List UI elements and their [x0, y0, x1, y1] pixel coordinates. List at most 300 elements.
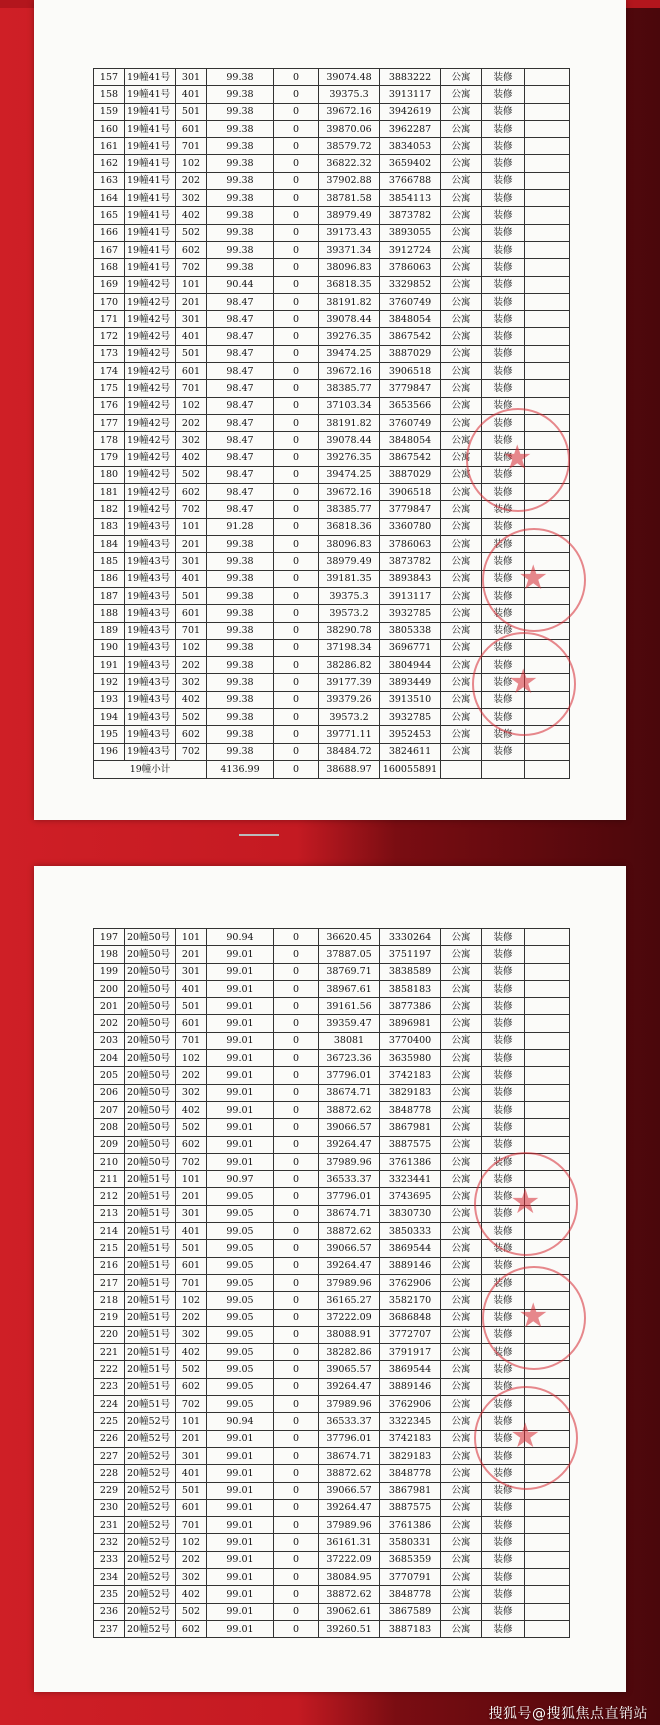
area-cell: 99.01 — [207, 1482, 274, 1499]
zero-cell: 0 — [274, 363, 319, 380]
building-cell: 20幢52号 — [125, 1620, 176, 1637]
zero-cell: 0 — [274, 587, 319, 604]
row-number-cell: 226 — [94, 1430, 125, 1447]
decoration-cell: 装修 — [482, 311, 525, 328]
row-number-cell: 217 — [94, 1274, 125, 1291]
zero-cell: 0 — [274, 466, 319, 483]
building-cell: 19幢43号 — [125, 743, 176, 760]
total-price-cell: 3829183 — [380, 1447, 441, 1464]
total-price-cell: 3889146 — [380, 1378, 441, 1395]
decoration-cell: 装修 — [482, 553, 525, 570]
decoration-cell: 装修 — [482, 276, 525, 293]
area-cell: 99.38 — [207, 657, 274, 674]
building-cell: 19幢42号 — [125, 466, 176, 483]
room-cell: 502 — [176, 466, 207, 483]
unit-price-cell: 39870.06 — [319, 120, 380, 137]
room-cell: 101 — [176, 929, 207, 946]
type-cell: 公寓 — [441, 605, 482, 622]
area-cell: 99.38 — [207, 103, 274, 120]
building-cell: 20幢51号 — [125, 1378, 176, 1395]
zero-cell: 0 — [274, 1568, 319, 1585]
building-cell: 19幢41号 — [125, 207, 176, 224]
unit-price-cell: 36533.37 — [319, 1413, 380, 1430]
type-cell: 公寓 — [441, 1136, 482, 1153]
total-price-cell: 3889146 — [380, 1257, 441, 1274]
area-cell: 99.05 — [207, 1344, 274, 1361]
decoration-cell: 装修 — [482, 380, 525, 397]
total-price-cell: 3887029 — [380, 345, 441, 362]
unit-price-cell: 37989.96 — [319, 1153, 380, 1170]
room-cell: 502 — [176, 224, 207, 241]
decoration-cell: 装修 — [482, 172, 525, 189]
row-number-cell: 202 — [94, 1015, 125, 1032]
type-cell: 公寓 — [441, 241, 482, 258]
unit-price-cell: 39672.16 — [319, 363, 380, 380]
decoration-cell: 装修 — [482, 103, 525, 120]
type-cell: 公寓 — [441, 1084, 482, 1101]
zero-cell: 0 — [274, 311, 319, 328]
total-price-cell: 3913510 — [380, 691, 441, 708]
building-cell: 19幢41号 — [125, 103, 176, 120]
zero-cell: 0 — [274, 570, 319, 587]
type-cell: 公寓 — [441, 1274, 482, 1291]
unit-price-cell: 37902.88 — [319, 172, 380, 189]
room-cell: 602 — [176, 1378, 207, 1395]
room-cell: 201 — [176, 1430, 207, 1447]
building-cell: 20幢51号 — [125, 1344, 176, 1361]
row-number-cell: 204 — [94, 1050, 125, 1067]
row-number-cell: 219 — [94, 1309, 125, 1326]
total-price-cell: 3883222 — [380, 69, 441, 86]
zero-cell: 0 — [274, 518, 319, 535]
row-number-cell: 162 — [94, 155, 125, 172]
unit-price-cell: 38967.61 — [319, 980, 380, 997]
extra-cell — [525, 1084, 570, 1101]
unit-price-cell: 36620.45 — [319, 929, 380, 946]
table-row — [94, 241, 570, 258]
area-cell: 99.05 — [207, 1309, 274, 1326]
total-price-cell: 3330264 — [380, 929, 441, 946]
total-price-cell: 3893055 — [380, 224, 441, 241]
type-cell: 公寓 — [441, 1205, 482, 1222]
extra-cell — [525, 363, 570, 380]
total-price-cell: 3893449 — [380, 674, 441, 691]
room-cell: 602 — [176, 726, 207, 743]
unit-price-cell: 37989.96 — [319, 1517, 380, 1534]
row-number-cell: 177 — [94, 414, 125, 431]
decoration-cell: 装修 — [482, 1534, 525, 1551]
room-cell: 401 — [176, 1223, 207, 1240]
area-cell: 99.05 — [207, 1223, 274, 1240]
type-cell: 公寓 — [441, 1568, 482, 1585]
extra-cell — [525, 103, 570, 120]
room-cell: 702 — [176, 501, 207, 518]
total-price-cell: 3762906 — [380, 1396, 441, 1413]
building-cell: 19幢41号 — [125, 241, 176, 258]
row-number-cell: 183 — [94, 518, 125, 535]
zero-cell: 0 — [274, 1188, 319, 1205]
building-cell: 20幢52号 — [125, 1534, 176, 1551]
total-price-cell: 3582170 — [380, 1292, 441, 1309]
row-number-cell: 160 — [94, 120, 125, 137]
type-cell: 公寓 — [441, 1603, 482, 1620]
total-price-cell: 3867981 — [380, 1119, 441, 1136]
total-price-cell: 3762906 — [380, 1274, 441, 1291]
building-cell: 20幢51号 — [125, 1292, 176, 1309]
area-cell: 99.01 — [207, 946, 274, 963]
total-price-cell: 3323441 — [380, 1171, 441, 1188]
building-cell: 20幢52号 — [125, 1603, 176, 1620]
unit-price-cell: 36533.37 — [319, 1171, 380, 1188]
zero-cell: 0 — [274, 1050, 319, 1067]
decoration-cell: 装修 — [482, 120, 525, 137]
decoration-cell: 装修 — [482, 1188, 525, 1205]
row-number-cell: 171 — [94, 311, 125, 328]
building-cell: 19幢42号 — [125, 276, 176, 293]
unit-price-cell: 38781.58 — [319, 190, 380, 207]
extra-cell — [525, 1119, 570, 1136]
zero-cell: 0 — [274, 1067, 319, 1084]
row-number-cell: 223 — [94, 1378, 125, 1395]
area-cell: 98.47 — [207, 293, 274, 310]
extra-cell — [525, 963, 570, 980]
building-cell: 19幢41号 — [125, 120, 176, 137]
unit-price-cell: 37796.01 — [319, 1430, 380, 1447]
decoration-cell: 装修 — [482, 998, 525, 1015]
row-number-cell: 178 — [94, 432, 125, 449]
total-price-cell: 3805338 — [380, 622, 441, 639]
extra-cell — [525, 311, 570, 328]
building-cell: 20幢51号 — [125, 1223, 176, 1240]
type-cell: 公寓 — [441, 207, 482, 224]
type-cell: 公寓 — [441, 449, 482, 466]
row-number-cell: 176 — [94, 397, 125, 414]
table-row — [94, 1032, 570, 1049]
decoration-cell: 装修 — [482, 328, 525, 345]
decoration-cell: 装修 — [482, 1361, 525, 1378]
table-row — [94, 155, 570, 172]
area-cell: 99.38 — [207, 138, 274, 155]
unit-price-cell: 39371.34 — [319, 241, 380, 258]
row-number-cell: 230 — [94, 1499, 125, 1516]
room-cell: 401 — [176, 86, 207, 103]
area-cell: 98.47 — [207, 414, 274, 431]
row-number-cell: 166 — [94, 224, 125, 241]
unit-price-cell: 38872.62 — [319, 1465, 380, 1482]
building-cell: 20幢52号 — [125, 1482, 176, 1499]
room-cell: 102 — [176, 397, 207, 414]
room-cell: 602 — [176, 1136, 207, 1153]
decoration-cell: 装修 — [482, 449, 525, 466]
zero-cell: 0 — [274, 998, 319, 1015]
decoration-cell: 装修 — [482, 1067, 525, 1084]
decoration-cell: 装修 — [482, 518, 525, 535]
decoration-cell: 装修 — [482, 466, 525, 483]
decoration-cell: 装修 — [482, 1568, 525, 1585]
area-cell: 98.47 — [207, 311, 274, 328]
decoration-cell: 装修 — [482, 484, 525, 501]
row-number-cell: 227 — [94, 1447, 125, 1464]
zero-cell: 0 — [274, 380, 319, 397]
total-price-cell: 3913117 — [380, 86, 441, 103]
decoration-cell: 装修 — [482, 1396, 525, 1413]
table-row — [94, 1015, 570, 1032]
total-price-cell: 3867542 — [380, 449, 441, 466]
building-cell: 20幢50号 — [125, 1050, 176, 1067]
type-cell: 公寓 — [441, 1309, 482, 1326]
area-cell: 99.05 — [207, 1205, 274, 1222]
type-cell: 公寓 — [441, 1482, 482, 1499]
building-cell: 20幢51号 — [125, 1205, 176, 1222]
unit-price-cell: 39264.47 — [319, 1378, 380, 1395]
decoration-cell: 装修 — [482, 1378, 525, 1395]
unit-price-cell: 39573.2 — [319, 708, 380, 725]
extra-cell — [525, 998, 570, 1015]
row-number-cell: 168 — [94, 259, 125, 276]
room-cell: 602 — [176, 1620, 207, 1637]
type-cell: 公寓 — [441, 1413, 482, 1430]
unit-price-cell: 39066.57 — [319, 1240, 380, 1257]
building-cell: 20幢50号 — [125, 1136, 176, 1153]
subtotal-label: 19幢小计 — [94, 760, 207, 778]
zero-cell: 0 — [274, 224, 319, 241]
row-number-cell: 175 — [94, 380, 125, 397]
area-cell: 99.38 — [207, 224, 274, 241]
row-number-cell: 225 — [94, 1413, 125, 1430]
table-row — [94, 1551, 570, 1568]
row-number-cell: 192 — [94, 674, 125, 691]
row-number-cell: 212 — [94, 1188, 125, 1205]
zero-cell: 0 — [274, 120, 319, 137]
room-cell: 402 — [176, 449, 207, 466]
building-cell: 20幢51号 — [125, 1188, 176, 1205]
zero-cell: 0 — [274, 1101, 319, 1118]
row-number-cell: 186 — [94, 570, 125, 587]
row-number-cell: 159 — [94, 103, 125, 120]
zero-cell: 0 — [274, 1309, 319, 1326]
building-cell: 20幢50号 — [125, 998, 176, 1015]
decoration-cell: 装修 — [482, 1257, 525, 1274]
type-cell: 公寓 — [441, 276, 482, 293]
total-price-cell: 3779847 — [380, 380, 441, 397]
extra-cell — [525, 138, 570, 155]
area-cell: 99.01 — [207, 1551, 274, 1568]
building-cell: 19幢41号 — [125, 86, 176, 103]
area-cell: 99.38 — [207, 86, 274, 103]
total-price-cell: 3830730 — [380, 1205, 441, 1222]
area-cell: 99.38 — [207, 674, 274, 691]
area-cell: 98.47 — [207, 328, 274, 345]
room-cell: 702 — [176, 1153, 207, 1170]
type-cell: 公寓 — [441, 743, 482, 760]
type-cell: 公寓 — [441, 1015, 482, 1032]
room-cell: 101 — [176, 276, 207, 293]
total-price-cell: 3834053 — [380, 138, 441, 155]
type-cell: 公寓 — [441, 1292, 482, 1309]
zero-cell: 0 — [274, 946, 319, 963]
decoration-cell: 装修 — [482, 726, 525, 743]
zero-cell: 0 — [274, 605, 319, 622]
total-price-cell: 3743695 — [380, 1188, 441, 1205]
total-price-cell: 3913117 — [380, 587, 441, 604]
building-cell: 19幢42号 — [125, 397, 176, 414]
total-price-cell: 3761386 — [380, 1517, 441, 1534]
room-cell: 601 — [176, 605, 207, 622]
watermark-text: 搜狐号@搜狐焦点直销站 — [488, 1706, 648, 1722]
row-number-cell: 188 — [94, 605, 125, 622]
room-cell: 302 — [176, 1568, 207, 1585]
row-number-cell: 198 — [94, 946, 125, 963]
type-cell: 公寓 — [441, 1378, 482, 1395]
type-cell: 公寓 — [441, 536, 482, 553]
building-cell: 19幢42号 — [125, 501, 176, 518]
type-cell: 公寓 — [441, 1171, 482, 1188]
table-row — [94, 1586, 570, 1603]
room-cell: 301 — [176, 69, 207, 86]
row-number-cell: 201 — [94, 998, 125, 1015]
decoration-cell: 装修 — [482, 1084, 525, 1101]
table-row — [94, 172, 570, 189]
total-price-cell: 3887183 — [380, 1620, 441, 1637]
total-price-cell: 3887029 — [380, 466, 441, 483]
table-row — [94, 1050, 570, 1067]
room-cell: 602 — [176, 484, 207, 501]
decoration-cell: 装修 — [482, 639, 525, 656]
unit-price-cell: 39379.26 — [319, 691, 380, 708]
zero-cell: 0 — [274, 86, 319, 103]
unit-price-cell: 39375.3 — [319, 86, 380, 103]
decoration-cell: 装修 — [482, 980, 525, 997]
row-number-cell: 181 — [94, 484, 125, 501]
row-number-cell: 167 — [94, 241, 125, 258]
row-number-cell: 158 — [94, 86, 125, 103]
total-price-cell: 3804944 — [380, 657, 441, 674]
area-cell: 99.01 — [207, 1568, 274, 1585]
unit-price-cell: 38088.91 — [319, 1326, 380, 1343]
room-cell: 102 — [176, 1292, 207, 1309]
extra-cell — [525, 1015, 570, 1032]
area-cell: 98.47 — [207, 380, 274, 397]
row-number-cell: 206 — [94, 1084, 125, 1101]
type-cell: 公寓 — [441, 1257, 482, 1274]
unit-price-cell: 37222.09 — [319, 1551, 380, 1568]
building-cell: 20幢50号 — [125, 980, 176, 997]
type-cell: 公寓 — [441, 1240, 482, 1257]
area-cell: 90.97 — [207, 1171, 274, 1188]
decoration-cell: 装修 — [482, 138, 525, 155]
table-row — [94, 138, 570, 155]
zero-cell: 0 — [274, 1153, 319, 1170]
zero-cell: 0 — [274, 484, 319, 501]
zero-cell: 0 — [274, 1119, 319, 1136]
area-cell: 99.38 — [207, 622, 274, 639]
row-number-cell: 197 — [94, 929, 125, 946]
type-cell: 公寓 — [441, 1586, 482, 1603]
table-row — [94, 69, 570, 86]
table-row — [94, 1482, 570, 1499]
extra-cell — [525, 1517, 570, 1534]
room-cell: 701 — [176, 380, 207, 397]
unit-price-cell: 38290.78 — [319, 622, 380, 639]
row-number-cell: 236 — [94, 1603, 125, 1620]
building-cell: 19幢42号 — [125, 311, 176, 328]
area-cell: 99.01 — [207, 1153, 274, 1170]
area-cell: 99.38 — [207, 172, 274, 189]
decoration-cell: 装修 — [482, 1465, 525, 1482]
zero-cell: 0 — [274, 963, 319, 980]
type-cell: 公寓 — [441, 1223, 482, 1240]
decoration-cell: 装修 — [482, 536, 525, 553]
row-number-cell: 179 — [94, 449, 125, 466]
building-cell: 19幢43号 — [125, 674, 176, 691]
total-price-cell: 3760749 — [380, 293, 441, 310]
table-row — [94, 1101, 570, 1118]
unit-price-cell: 38081 — [319, 1032, 380, 1049]
decoration-cell: 装修 — [482, 1344, 525, 1361]
building-cell: 19幢43号 — [125, 726, 176, 743]
total-price-cell: 3742183 — [380, 1430, 441, 1447]
type-cell: 公寓 — [441, 86, 482, 103]
total-price-cell: 3858183 — [380, 980, 441, 997]
area-cell: 99.01 — [207, 1430, 274, 1447]
type-cell: 公寓 — [441, 224, 482, 241]
unit-price-cell: 39066.57 — [319, 1482, 380, 1499]
row-number-cell: 196 — [94, 743, 125, 760]
room-cell: 302 — [176, 1326, 207, 1343]
building-cell: 20幢51号 — [125, 1240, 176, 1257]
type-cell: 公寓 — [441, 1344, 482, 1361]
total-price-cell: 3962287 — [380, 120, 441, 137]
area-cell: 99.01 — [207, 1447, 274, 1464]
zero-cell: 0 — [274, 1084, 319, 1101]
building-cell: 19幢43号 — [125, 536, 176, 553]
building-cell: 20幢51号 — [125, 1361, 176, 1378]
row-number-cell: 222 — [94, 1361, 125, 1378]
total-price-cell: 3360780 — [380, 518, 441, 535]
zero-cell: 0 — [274, 553, 319, 570]
room-cell: 201 — [176, 1188, 207, 1205]
total-price-cell: 3786063 — [380, 536, 441, 553]
row-number-cell: 203 — [94, 1032, 125, 1049]
room-cell: 402 — [176, 207, 207, 224]
room-cell: 401 — [176, 980, 207, 997]
type-cell: 公寓 — [441, 691, 482, 708]
total-price-cell: 3848778 — [380, 1586, 441, 1603]
unit-price-cell: 39181.35 — [319, 570, 380, 587]
type-cell: 公寓 — [441, 1447, 482, 1464]
unit-price-cell: 36822.32 — [319, 155, 380, 172]
extra-cell — [525, 1620, 570, 1637]
zero-cell: 0 — [274, 1603, 319, 1620]
area-cell: 98.47 — [207, 432, 274, 449]
building-cell: 20幢51号 — [125, 1274, 176, 1291]
total-price-cell: 3791917 — [380, 1344, 441, 1361]
extra-cell — [525, 259, 570, 276]
building-cell: 20幢52号 — [125, 1568, 176, 1585]
room-cell: 501 — [176, 587, 207, 604]
building-cell: 20幢50号 — [125, 1101, 176, 1118]
zero-cell: 0 — [274, 190, 319, 207]
unit-price-cell: 39074.48 — [319, 69, 380, 86]
subtotal-row — [94, 760, 570, 778]
total-price-cell: 3932785 — [380, 708, 441, 725]
unit-price-cell: 36723.36 — [319, 1050, 380, 1067]
type-cell: 公寓 — [441, 1499, 482, 1516]
building-cell: 19幢42号 — [125, 449, 176, 466]
decoration-cell: 装修 — [482, 1292, 525, 1309]
type-cell: 公寓 — [441, 570, 482, 587]
extra-cell — [525, 241, 570, 258]
